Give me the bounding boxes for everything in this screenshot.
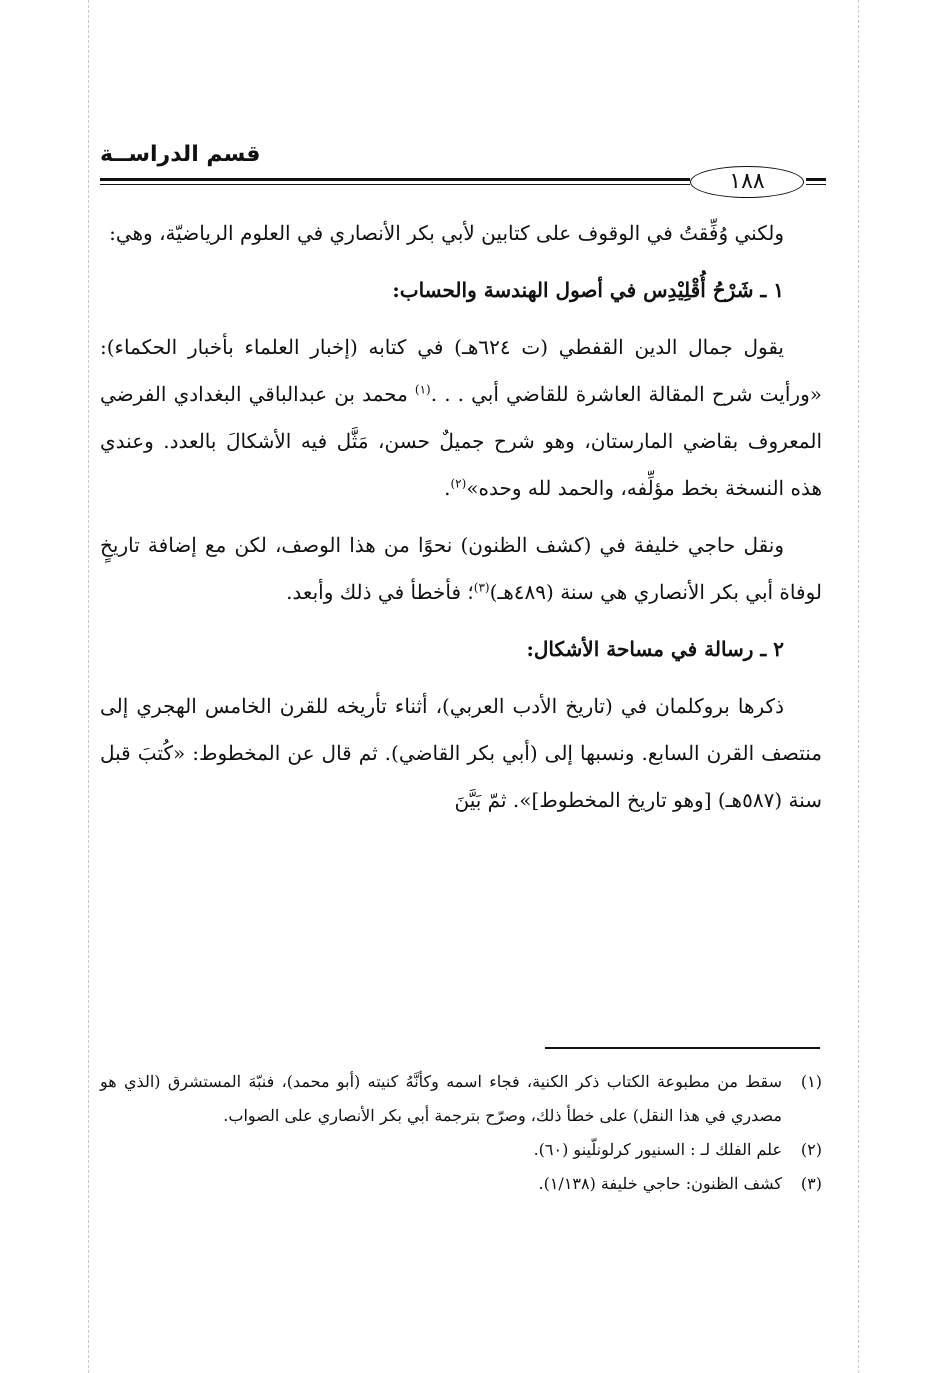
footnote-text: سقط من مطبوعة الكتاب ذكر الكنية، فجاء اسمه وكأنَّهُ كنيته (أبو محمد)، فنبّهَ المستشرق (الذي هو مصدري في هذا النقل) على خطأ ذلك، وصرّح بترجمة أبي بكر الأنصاري على الصواب. xyxy=(100,1072,782,1125)
footnote-ref-2[interactable]: (٢) xyxy=(450,476,467,491)
margin-guide-left xyxy=(88,0,89,1373)
quote-period: . xyxy=(444,476,451,500)
item-heading-1: ١ ـ شَرْحُ أُقْلِيْدِس في أصول الهندسة والحساب: xyxy=(392,278,784,302)
page-number: ١٨٨ xyxy=(690,166,804,198)
header-rule-thick xyxy=(100,178,690,181)
footnote-item xyxy=(100,1065,822,1133)
page-header xyxy=(100,140,820,200)
footnote-number: (٢) xyxy=(800,1140,822,1159)
paragraph-brockelmann: ذكرها بروكلمان في (تاريخ الأدب العربي)، أثناء تأريخه للقرن الخامس الهجري إلى منتصف القرن السابع. ونسبها إلى (أبي بكر القاضي). ثم قال عن المخطوط: «كُتبَ قبل سنة (٥٨٧هـ) [وهو تاريخ المخطوط]». ثمّ بَيَّنَ xyxy=(100,694,822,812)
header-rule-end xyxy=(806,178,826,181)
paragraph-intro: ولكني وُفِّقتُ في الوقوف على كتابين لأبي بكر الأنصاري في العلوم الرياضيّة، وهي: xyxy=(109,221,784,245)
main-text xyxy=(100,210,822,824)
quote-text-start: يقول جمال الدين القفطي (ت ٦٢٤هـ) في كتابه (إخبار العلماء بأخبار الحكماء): «ورأيت شرح المقالة العاشرة للقاضي أبي . . . xyxy=(100,335,822,406)
footnote-item xyxy=(100,1167,822,1201)
footnote-item xyxy=(100,1133,822,1167)
footnote-separator xyxy=(545,1047,820,1049)
section-title: قسم الدراســة xyxy=(100,142,261,167)
footnotes xyxy=(100,1065,822,1201)
header-rule-end-thin xyxy=(806,184,826,185)
item-heading-2: ٢ ـ رسالة في مساحة الأشكال: xyxy=(526,637,784,661)
footnote-text: علم الفلك لـ : السنيور كرلونلّينو (٦٠). xyxy=(533,1140,782,1159)
header-rule-thin xyxy=(100,184,690,185)
footnote-ref-1[interactable]: (١) xyxy=(414,382,431,397)
footnote-number: (٣) xyxy=(800,1174,822,1193)
haji-text-start: ونقل حاجي خليفة في (كشف الظنون) نحوًا من هذا الوصف، لكن مع إضافة تاريخٍ لوفاة أبي بكر الأنصاري هي سنة (٤٨٩هـ) xyxy=(100,533,822,604)
margin-guide-right xyxy=(858,0,859,1373)
quote-text-end: محمد بن عبدالباقي البغدادي الفرضي المعروف بقاضي المارستان، وهو شرح جميلٌ حسن، مَثَّل فيه الأشكالَ بالعدد. وعندي هذه النسخة بخط مؤلِّفه، والحمد لله وحده» xyxy=(100,382,822,500)
footnote-text: كشف الظنون: حاجي خليفة (١/١٣٨). xyxy=(538,1174,782,1193)
paragraph-haji-khalifa xyxy=(100,522,822,616)
paragraph-qifti-quote xyxy=(100,324,822,512)
haji-text-end: ؛ فأخطأ في ذلك وأبعد. xyxy=(286,580,474,604)
footnote-ref-3[interactable]: (٣) xyxy=(473,580,490,595)
footnote-number: (١) xyxy=(800,1072,822,1091)
